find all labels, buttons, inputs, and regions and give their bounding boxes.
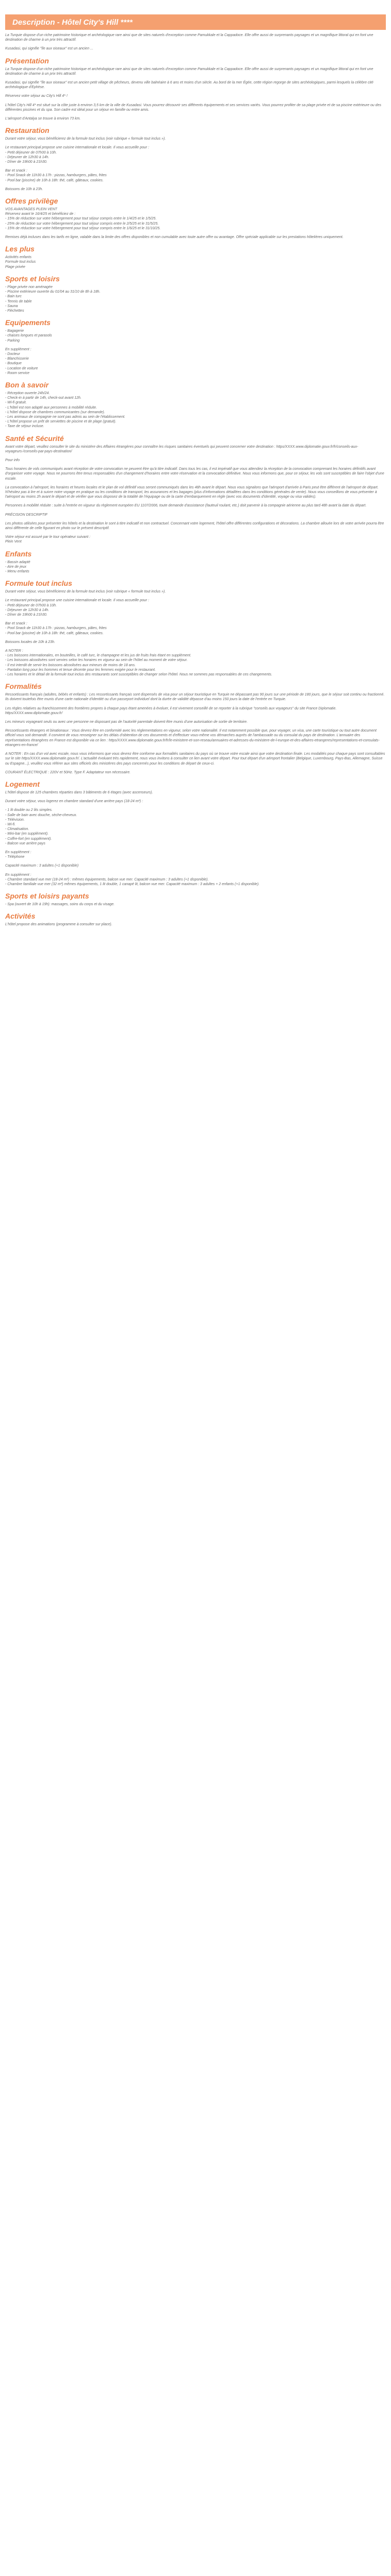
text-line: - Blanchisserie <box>5 357 29 361</box>
room-upgrade-block <box>5 873 386 887</box>
sante-heading: Santé et Sécurité <box>5 434 64 443</box>
text-line: - Bassin adapté <box>5 560 30 564</box>
section-paragraph: Durant votre séjour, vous bénéficierez de la formule tout inclus (voir rubrique « formule tout inclus »). <box>5 590 166 594</box>
offres-section <box>5 197 386 240</box>
section-paragraph: - Spa (ouvert de 10h à 19h): massages, soins du corps et du visage. <box>5 903 115 907</box>
section-paragraph: Personnes à mobilité réduite : suite à l'entrée en vigueur du règlement européen EU 1107/2006, toute demande d'assistance (fauteuil roulant, etc.) doit parvenir à la compagnie aérienne au plus tard 48h avant la date du départ. <box>5 504 367 508</box>
sports-section <box>5 275 386 313</box>
restauration-section <box>5 126 386 192</box>
activites-section <box>5 912 386 927</box>
equipements-list-block <box>5 329 386 343</box>
section-paragraph: Pour info <box>5 458 20 462</box>
room-extra-block <box>5 850 386 859</box>
text-line: - Bagagerie <box>5 329 24 333</box>
text-line: - Petit déjeuner de 07h00 à 10h. <box>5 150 57 155</box>
text-line: - Tennis de table <box>5 299 32 303</box>
intro-section <box>5 33 386 52</box>
logement-heading: Logement <box>5 779 40 788</box>
operator-block <box>5 535 386 544</box>
text-line: Bar et snack : <box>5 169 27 173</box>
section-paragraph: Durant votre séjour, vous logerez en chambre standard d'une arrière pays (18-24 m²) : <box>5 800 143 804</box>
room-equipment-block <box>5 808 386 846</box>
plus-list-block <box>5 255 386 269</box>
text-line: - Pantalon long pour les hommes et tenue décente pour les femmes exigée pour le restaurant. <box>5 668 156 672</box>
section-paragraph: Les photos utilisées pour présenter les hôtels et la destination le sont à titre indicatif et non contractuel. Concernant votre logement, l'hôtel offre différentes configurations et décorations. La chambre allouée lors de votre arrivée pourra être ainsi différente de celle figurant en photo sur le présent descriptif. <box>5 521 384 530</box>
text-line: - Déjeuner de 12h30 à 14h. <box>5 155 50 159</box>
text-line: - Balcon vue arrière pays <box>5 841 45 845</box>
plus-section <box>5 245 386 269</box>
text-line: Formule tout inclus <box>5 260 36 264</box>
text-line: Plein Vent <box>5 540 22 544</box>
text-line: - Wi-fi gratuit. <box>5 401 27 405</box>
text-line: - Bain turc <box>5 295 22 299</box>
text-line: - L'hôtel est non adapté aux personnes à mobilité réduite. <box>5 405 97 410</box>
text-line: Bar et snack : <box>5 622 27 626</box>
text-line: - Pool Snack de 11h30 à 17h : pizzas, hamburgers, pâtes, frites <box>5 626 107 631</box>
text-line: Réservez avant le 16/4/25 et bénéficiez de : <box>5 212 76 216</box>
formalites-heading: Formalités <box>5 682 42 691</box>
formule-section <box>5 579 386 677</box>
text-line: - Déjeuner de 12h30 à 14h. <box>5 608 50 612</box>
sports-list-block <box>5 285 386 313</box>
formule-note-block <box>5 649 386 677</box>
text-line: - Menu enfants <box>5 570 29 574</box>
text-line: - 15% de réduction sur votre hébergement pour tout séjour compris entre le 1/4/25 et le 1/5/25. <box>5 217 157 221</box>
text-line: - 25% de réduction sur votre hébergement pour tout séjour compris entre le 2/5/25 et le 31/5/25. <box>5 222 159 226</box>
payants-heading: Sports et loisirs payants <box>5 892 89 901</box>
sante-section <box>5 434 386 545</box>
text-line: - Sauna <box>5 304 18 308</box>
intro-paragraph: Kusadasi, qui signifie "île aux oiseaux" est un ancien ... <box>5 47 93 51</box>
section-paragraph: Capacité maximum : 3 adultes (+1 disponible) <box>5 864 79 868</box>
text-line: - Les animaux de compagnie ne sont pas admis au sein de l'établissement. <box>5 415 125 419</box>
text-line: - Taxe de séjour incluse. <box>5 425 44 429</box>
text-line: En supplément : <box>5 850 31 854</box>
section-paragraph: PRÉCISION DESCRIPTIF <box>5 513 48 517</box>
page-title: Description - Hôtel City's Hill **** <box>12 18 133 27</box>
text-line: - Coffre-fort (en supplément). <box>5 837 52 841</box>
section-paragraph: La Turquie dispose d'un riche patrimoine historique et archéologique rare ainsi que de sites naturels d'exception comme Pamukkale et la Cappadoce. Elle offre aussi de surprenants paysages et un magnifique littoral qui en font une destination de charme à un prix très attractif. <box>5 67 373 76</box>
text-line: Le restaurant principal propose une cuisine internationale et locale. Il vous accueille pour : <box>5 599 150 603</box>
text-line: - Téléphone <box>5 855 25 859</box>
description-header <box>5 14 386 30</box>
text-line: - Pool bar (piscine) de 10h à 18h: thé, café, gâteaux, cookies. <box>5 178 104 182</box>
text-line: - Boutique <box>5 362 22 366</box>
activites-heading: Activités <box>5 912 36 921</box>
text-line: - Il est interdit de servir les boissons alcoolisées aux mineurs de moins de 18 ans. <box>5 663 136 667</box>
text-line: - Salle de bain avec douche, sèche-cheveux. <box>5 813 77 817</box>
section-paragraph: Boissons locales de 10h à 23h. <box>5 640 55 644</box>
savoir-list-block <box>5 391 386 429</box>
enfants-section <box>5 550 386 574</box>
text-line: - chaises longues et parasols <box>5 334 52 338</box>
text-line: Plage privée <box>5 265 25 269</box>
text-line: - Fléchettes <box>5 309 24 313</box>
enfants-list-block <box>5 560 386 574</box>
formule-bar-block <box>5 621 386 636</box>
text-line: - Télévision. <box>5 818 25 822</box>
formule-heading: Formule tout inclus <box>5 579 72 588</box>
section-paragraph: La convocation à l'aéroport, les horaires et heures locales et le plan de vol définitif vous seront communiqués dans les 48h avant le départ. Nous vous signalons que l'aéroport d'arrivée à Paris peut être différent de l'aéroport de départ. N'hésitez pas à lire et à suivre notre voyage en pratique ou les conditions de transport, les assurances et les bagages (plus d'informations détaillées dans les conditions générales de vente). Nous vous conseillons de vous présenter à l'aéroport au moins 2h avant le départ et de vérifier que vous disposez de la totalité de l'équipage ou de la carte d'embarquement en règle (avec vos documents d'identité, voyage ou visa valides). <box>5 485 379 499</box>
text-line: - L'hôtel propose un prêt de serviettes de piscine et de plage (gratuit). <box>5 420 117 424</box>
text-line: - Chambre standard vue mer (18-24 m²) : mêmes équipements, balcon vue mer. Capacité maximum : 3 adultes (+1 disponible). <box>5 877 209 882</box>
text-line: - Réception ouverte 24h/24. <box>5 391 50 395</box>
savoir-section <box>5 381 386 429</box>
text-line: - Aire de jeux <box>5 565 26 569</box>
presentation-heading: Présentation <box>5 56 49 65</box>
section-paragraph: A NOTER : En cas d'un vol avec escale, nous vous informons que vous devrez être conforme aux formalités sanitaires du pays où se trouve votre escale ainsi que votre destination finale. Les modalités pour chaque pays sont consultables sur le site https/XXXX.www.diplomatie.gouv.fr/. L'actualité évoluant très rapidement, nous vous invitons à consulter ce lien avant votre départ. Pour tout départ d'un aéroport frontalier (Belgique, Luxembourg, Pays-Bas, Allemagne, Suisse ou Espagne...), veuillez vous référer aux sites officiels des ministères des pays concernés pour les conditions de départ de ceux-ci. <box>5 752 385 766</box>
restaurant-hours-block <box>5 145 386 164</box>
text-line: - Chambre familiale vue mer (32 m²) mêmes équipements, 1 lit double, 1 canapé lit, balcon vue mer. Capacité maximum : 3 adultes + 2 enfants (+1 disponible). <box>5 882 260 886</box>
savoir-heading: Bon à savoir <box>5 380 49 389</box>
intro-paragraph: La Turquie dispose d'un riche patrimoine historique et archéologique rare ainsi que de sites naturels d'exception comme Pamukkale et la Cappadoce. Elle offre aussi de surprenants paysages et un magnifique littoral qui en font une destination de charme à un prix très attractif. <box>5 33 373 42</box>
text-line: - Piscine extérieure ouverte du 01/04 au 31/10 de 8h à 18h. <box>5 290 101 294</box>
text-line: - Climatisation. <box>5 827 29 832</box>
text-line: - Mini-bar (en supplément). <box>5 832 49 836</box>
section-paragraph: Kusadasi, qui signifie "île aux oiseaux" est un ancien petit village de pêcheurs, devenu ville balnéaire à 6 ans et moins d'un siècle. Au bord de la mer Égée, cette région regorge de sites archéologiques, parmi lesquels la célèbre cité archéologique d'Ephèse. <box>5 81 373 90</box>
section-paragraph: Les mineurs voyageant seuls ou avec une personne ne disposant pas de l'autorité parentale doivent être munis d'une autorisation de sortie de territoire. <box>5 720 248 724</box>
restauration-heading: Restauration <box>5 126 50 135</box>
section-paragraph: Ressortissants étrangers et binationaux : Vous devrez être en conformité avec les réglementations en vigueur, selon votre nationalité. Il est notamment possible que, pour voyager, un visa, une carte touristique ou tout autre document officiel vous soit demandé. Il convient de vous renseigner sur les délais d'obtention de ces documents et d'effectuer vous-même vos démarches auprès de l'ambassade ou du consulat du pays de destination. L'annuaire des représentations étrangères en France est disponible via ce lien : https/XXXX.www.diplomatie.gouv.fr/fr/le-ministere-et-son-reseau/annuaires-et-adresses-du-ministere-de-l-europe-et-des-affaires-etrangeres/representations-et-consulats-etrangers-en-france/ <box>5 729 380 747</box>
text-line: - Pool Snack de 11h30 à 17h : pizzas, hamburgers, pâtes, frites <box>5 174 107 178</box>
text-line: - Location de voiture <box>5 366 38 370</box>
text-line: - 15% de réduction sur votre hébergement pour tout séjour compris entre le 1/6/25 et le 31/10/25. <box>5 226 161 230</box>
section-paragraph: L'hôtel City's Hill 4* est situé sur la côte juste à environ 3,5 km de la ville de Kusadasi. Vous pourrez découvrir ses différents équipements et ses services variés. Vous pourrez profiter de sa plage privée et de sa piscine extérieure ou des différentes piscines et du spa. Son cadre est idéal pour un séjour en famille ou entre amis. <box>5 103 381 112</box>
text-line: - Check-in à partir de 14h, check-out avant 12h. <box>5 396 82 400</box>
text-line: - L'hôtel dispose de chambres communicantes (sur demande). <box>5 410 105 414</box>
section-paragraph: Ressortissants français (adultes, bébés et enfants) : Les ressortissants français sont dispensés de visa pour un séjour touristique en Turquie ne dépassant pas 90 jours sur une période de 180 jours, que le séjour soit continu ou fractionné. Ils doivent toutefois être munis d'une carte nationale d'identité ou d'un passeport individuel dont la durée de validité dépasse d'au moins 150 jours la date de l'entrée en Turquie. <box>5 693 385 702</box>
text-line: - Plage privée non aménagée <box>5 285 53 289</box>
section-paragraph: Boissons de 10h à 23h. <box>5 187 43 191</box>
text-line: En supplément : <box>5 873 31 877</box>
text-line: Votre séjour est assuré par le tour opérateur suivant : <box>5 535 91 539</box>
formule-restaurant-block <box>5 598 386 617</box>
text-line: - Les boissons alcoolisées sont servies selon les horaires en vigueur au sein de l'hôtel au moment de votre séjour. <box>5 658 188 663</box>
text-line: Activités enfants <box>5 256 31 260</box>
text-line: VOS AVANTAGES PLEIN VENT <box>5 208 57 212</box>
section-paragraph: Avant votre départ, veuillez consulter le site du ministère des Affaires étrangères pour connaître les risques sanitaires éventuels qui peuvent concerner votre destination : https/XXXX.www.diplomatie.gouv.fr/fr/conseils-aux-voyageurs-/conseils-par-pays-destination/ <box>5 445 359 453</box>
equipements-section <box>5 318 386 376</box>
bar-snack-block <box>5 168 386 183</box>
text-line: - Wi-fi. <box>5 822 16 826</box>
text-line: Le restaurant principal propose une cuisine internationale et locale. Il vous accueille pour : <box>5 146 150 150</box>
enfants-heading: Enfants <box>5 549 32 558</box>
equipements-heading: Equipements <box>5 318 51 327</box>
text-line: - Pool bar (piscine) de 10h à 18h: thé, café, gâteaux, cookies. <box>5 631 104 635</box>
text-line: - Petit déjeuner de 07h00 à 10h. <box>5 603 57 607</box>
section-paragraph: Remises déjà incluses dans les tarifs en ligne, valable dans la limite des offres disponibles et non cumulable avec toute autre offre ou avantage. Offre spéciale applicable sur les prestations hôtelières uniquement. <box>5 235 344 240</box>
presentation-section <box>5 57 386 122</box>
section-paragraph: Tous horaires de vols communiqués avant réception de votre convocation ne peuvent être qu'à titre indicatif. Dans tous les cas, il est impératif que vous attendiez la réception de la convocation comprenant les horaires définitifs avant d'organiser votre voyage. Nous ne pourrons être tenus responsables d'un changement d'horaires entre votre réservation et la convocation définitive. Nous vous informons que, pour ce séjour, les vols sont susceptibles de faire l'objet d'une escale. <box>5 467 384 481</box>
text-line: - Room service <box>5 371 30 375</box>
section-paragraph: Durant votre séjour, vous bénéficierez de la formule tout inclus (voir rubrique « formule tout inclus »). <box>5 137 166 141</box>
text-line: - Docteur <box>5 352 20 356</box>
plus-heading: Les plus <box>5 245 35 253</box>
section-paragraph: L'hôtel propose des animations (programme à consulter sur place). <box>5 923 112 927</box>
text-line: - 1 lit double ou 2 lits simples. <box>5 808 53 812</box>
section-paragraph: L'hôtel dispose de 125 chambres réparties dans 3 bâtiments de 6 étages (avec ascenseurs). <box>5 790 153 794</box>
text-line: - Parking <box>5 338 20 343</box>
equipements-paid-block <box>5 347 386 376</box>
section-paragraph: Les règles relatives au franchissement des frontières propres à chaque pays étant amenées à évoluer, il est vivement conseillé de se reporter à la rubrique "conseils aux voyageurs" du site France Diplomatie. https/XXXX.www.diplomatie.gouv.fr/ <box>5 706 337 715</box>
text-line: - Dîner de 19h00 à 21h30. <box>5 160 47 164</box>
section-paragraph: COURANT ÉLECTRIQUE : 220V et 50Hz. Type F. Adaptateur non nécessaire. <box>5 770 131 774</box>
logement-section <box>5 780 386 887</box>
text-line: A NOTER : <box>5 649 23 653</box>
offres-list-block <box>5 207 386 231</box>
sports-heading: Sports et loisirs <box>5 274 60 283</box>
formalites-section <box>5 682 386 775</box>
text-line: En supplément : <box>5 347 31 351</box>
offres-heading: Offres privilège <box>5 197 58 206</box>
section-paragraph: L'aéroport d'Antalya se trouve à environ 73 km. <box>5 117 81 121</box>
text-line: - Dîner de 19h00 à 21h30. <box>5 613 47 617</box>
payants-section <box>5 892 386 907</box>
section-paragraph: Réservez votre séjour au City's Hill 4* ! <box>5 94 68 98</box>
text-line: - Les boissons internationales, en bouteilles, le café turc, le champagne et les jus de fruits frais étant en supplément. <box>5 654 191 658</box>
text-line: - Les horaires et le détail de la formule tout inclus des restaurants sont susceptibles de changer selon l'hôtel. Nous ne sommes pas responsables de ces changements. <box>5 673 272 677</box>
